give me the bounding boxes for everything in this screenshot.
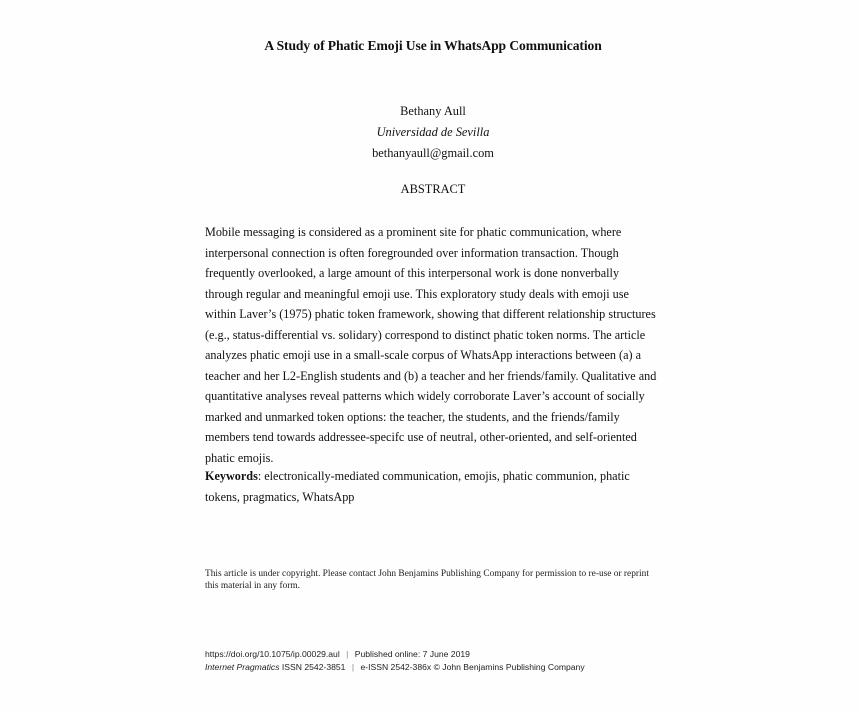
footer-line-2	[205, 661, 665, 674]
journal-eissn: e-ISSN 2542-386x	[360, 661, 432, 672]
keywords-list: : electronically-mediated communication, emojis, phatic communion, phatic tokens, pragmatics, WhatsApp	[205, 469, 630, 504]
footer-separator: |	[346, 649, 349, 659]
published-date: Published online: 7 June 2019	[354, 649, 470, 659]
author-block	[0, 101, 860, 163]
abstract-text: Mobile messaging is considered as a prominent site for phatic communication, where interpersonal connection is often foregrounded over information transaction. Though frequently overlooked, a large amount of this interpersonal work is done nonverbally through regular and meaningful emoji use. This exploratory study deals with emoji use within Laver’s (1975) phatic token framework, showing that different relationship structures (e.g., status-differential vs. solidary) correspond to distinct phatic token norms. The article analyzes phatic emoji use in a small-scale corpus of WhatsApp interactions between (a) a teacher and her L2-English students and (b) a teacher and her friends/family. Qualitative and quantitative analyses reveal patterns which widely corroborate Laver’s account of socially marked and unmarked token options: the teacher, the students, and the friends/family members tend towards addressee-specifc use of neutral, other-oriented, and self-oriented phatic emojis.	[205, 225, 657, 465]
keywords	[205, 466, 657, 507]
author-affiliation: Universidad de Sevilla	[376, 124, 490, 139]
publisher-copyright: © John Benjamins Publishing Company	[433, 661, 585, 672]
journal-issn: ISSN 2542-3851	[281, 661, 346, 672]
doi-link[interactable]: https://doi.org/10.1075/ip.00029.aul	[205, 649, 340, 659]
journal-name: Internet Pragmatics	[205, 661, 280, 672]
author-name: Bethany Aull	[400, 104, 466, 118]
paper-title: A Study of Phatic Emoji Use in WhatsApp Communication	[264, 38, 602, 53]
abstract-heading: ABSTRACT	[400, 182, 466, 196]
keywords-label: Keywords	[205, 469, 258, 483]
footer-line-1	[205, 648, 665, 661]
footer-separator: |	[351, 661, 355, 672]
copyright-notice: This article is under copyright. Please contact John Benjamins Publishing Company for permission to re-use or reprint this material in any form.	[205, 569, 649, 591]
publication-footer	[205, 648, 665, 673]
author-email: bethanyaull@gmail.com	[372, 145, 494, 160]
